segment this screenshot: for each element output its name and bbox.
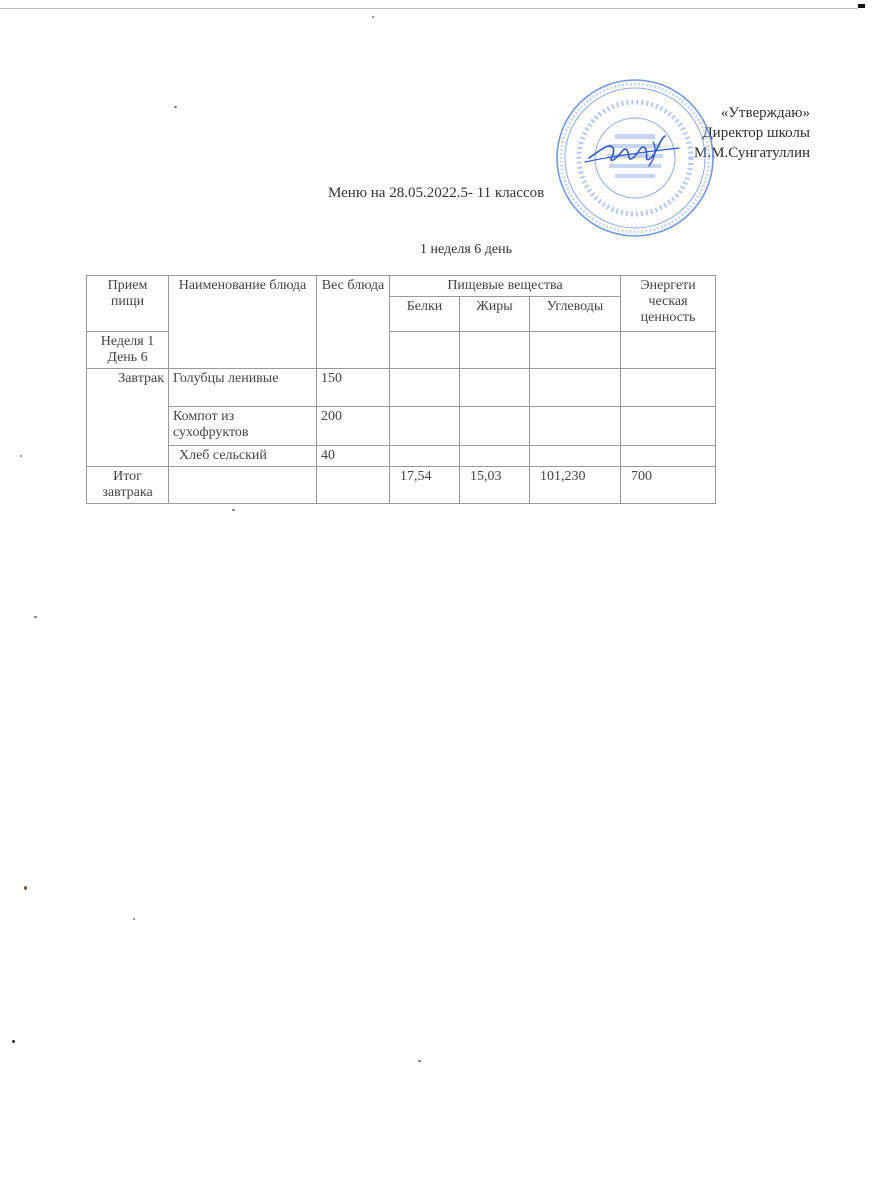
fats-cell	[460, 407, 530, 446]
dish-weight-cell: 200	[317, 407, 390, 446]
dish-weight-cell: 150	[317, 369, 390, 407]
dish-name-cell: Голубцы ленивые	[169, 369, 317, 407]
table-row	[87, 407, 716, 446]
director-signature	[583, 128, 683, 176]
header-row	[87, 276, 716, 297]
total-label-cell: Итог завтрака	[87, 467, 169, 504]
scan-speck	[372, 16, 374, 18]
scan-speck	[12, 1040, 15, 1043]
energy-cell	[621, 332, 716, 369]
approval-heading: «Утверждаю»	[720, 105, 810, 121]
proteins-cell	[390, 407, 460, 446]
fats-cell	[460, 446, 530, 467]
scan-speck	[418, 1060, 421, 1062]
scan-speck	[34, 616, 37, 618]
dish-name-cell: Хлеб сельский	[169, 446, 317, 467]
total-fats-cell: 15,03	[460, 467, 530, 504]
energy-cell	[621, 369, 716, 407]
scan-speck	[232, 509, 235, 511]
menu-table	[86, 275, 716, 504]
carbs-cell	[530, 446, 621, 467]
total-energy-cell: 700	[621, 467, 716, 504]
scan-speck	[20, 455, 22, 457]
header-dish: Наименование блюда	[169, 276, 317, 369]
proteins-cell	[390, 446, 460, 467]
approval-position: Директор школы	[702, 125, 810, 141]
header-weight: Вес блюда	[317, 276, 390, 369]
table-row	[87, 446, 716, 467]
total-carbs-cell: 101,230	[530, 467, 621, 504]
scan-speck	[24, 886, 27, 890]
proteins-cell	[390, 369, 460, 407]
header-carbs: Углеводы	[530, 297, 621, 332]
scan-corner-mark	[858, 4, 865, 8]
week-day-subtitle: 1 неделя 6 день	[420, 242, 512, 257]
week-day-cell: Неделя 1 День 6	[87, 332, 169, 369]
proteins-cell	[390, 332, 460, 369]
scan-speck	[174, 106, 177, 108]
carbs-cell	[530, 332, 621, 369]
scan-speck	[133, 918, 135, 920]
fats-cell	[460, 332, 530, 369]
total-proteins-cell: 17,54	[390, 467, 460, 504]
dish-weight-cell: 40	[317, 446, 390, 467]
header-fats: Жиры	[460, 297, 530, 332]
header-nutrients: Пищевые вещества	[390, 276, 621, 297]
breakfast-cell: Завтрак	[87, 369, 169, 467]
energy-cell	[621, 446, 716, 467]
dish-name-cell: Компот из сухофруктов	[169, 407, 317, 446]
approval-director-name: М.М.Сунгатуллин	[694, 145, 810, 161]
carbs-cell	[530, 369, 621, 407]
menu-title: Меню на 28.05.2022.5- 11 классов	[328, 185, 545, 201]
header-meal: Прием пищи	[87, 276, 169, 332]
energy-cell	[621, 407, 716, 446]
header-proteins: Белки	[390, 297, 460, 332]
total-weight-cell	[317, 467, 390, 504]
total-dish-cell	[169, 467, 317, 504]
carbs-cell	[530, 407, 621, 446]
table-row	[87, 369, 716, 407]
fats-cell	[460, 369, 530, 407]
total-row	[87, 467, 716, 504]
header-energy: Энергети ческая ценность	[621, 276, 716, 332]
scan-edge-line	[0, 8, 858, 9]
